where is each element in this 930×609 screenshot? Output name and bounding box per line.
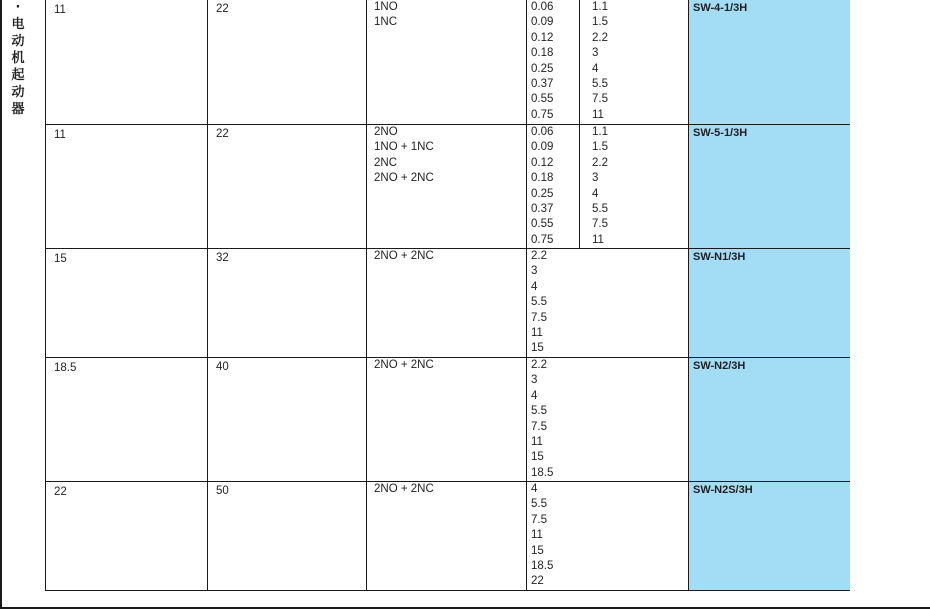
side-title-char: 器 [11, 102, 25, 117]
spec-table [45, 0, 850, 591]
range-value: 1.5 [592, 16, 608, 29]
contact-config: 1NO + 1NC [374, 141, 434, 154]
contact-config: 2NO + 2NC [374, 359, 434, 371]
model-cell: SW-N2S/3H [688, 482, 850, 590]
contact-config: 1NC [374, 16, 398, 29]
model-cell: SW-5-1/3H [688, 125, 850, 248]
range-value: 3 [531, 265, 538, 278]
range-value: 0.55 [531, 218, 554, 231]
contact-config: 2NC [374, 156, 398, 169]
range-value: 5.5 [531, 296, 547, 309]
contacts-cell [366, 482, 526, 590]
range-value: 2.2 [592, 31, 608, 44]
range-value: 0.12 [531, 31, 554, 44]
range-value: 0.09 [531, 141, 554, 154]
range-value: 11 [592, 233, 604, 246]
contact-config: 2NO + 2NC [374, 483, 434, 495]
range-value: 7.5 [531, 420, 547, 433]
range-value: 4 [531, 280, 538, 293]
range-value: 0.37 [531, 203, 554, 216]
table-row [45, 358, 850, 482]
range-value: 4 [592, 62, 599, 75]
setting-range-cell [526, 0, 688, 124]
range-value: 0.18 [531, 172, 554, 185]
side-title-char: 电 [11, 17, 25, 32]
contact-config: 2NO [374, 126, 398, 138]
range-value: 22 [531, 575, 544, 588]
range-value: 5.5 [592, 203, 608, 216]
section-side-title [8, 2, 28, 118]
range-value: 4 [531, 483, 538, 495]
range-value: 0.55 [531, 93, 554, 106]
side-title-char: 起 [11, 68, 25, 83]
table-row [45, 0, 850, 125]
range-value: 3 [531, 374, 538, 387]
side-title-char: 机 [11, 51, 25, 66]
contacts-cell [366, 249, 526, 357]
range-value: 11 [592, 108, 604, 121]
model-cell: SW-4-1/3H [688, 0, 850, 124]
range-value: 0.09 [531, 16, 554, 29]
rating-cell: 22 [207, 0, 366, 124]
range-value: 15 [531, 342, 544, 355]
side-title-char: 动 [11, 85, 25, 100]
model-cell: SW-N2/3H [688, 358, 850, 481]
setting-range-high [580, 0, 608, 124]
range-value: 7.5 [531, 513, 547, 526]
range-value: 2.2 [531, 250, 547, 262]
side-title-chars [8, 16, 28, 118]
range-value: 2.2 [592, 156, 608, 169]
range-value: 0.25 [531, 62, 554, 75]
range-value: 1.1 [592, 1, 608, 13]
range-value: 0.06 [531, 126, 554, 138]
range-value: 0.75 [531, 233, 554, 246]
table-row [45, 249, 850, 358]
side-title-char: 动 [11, 34, 25, 49]
setting-range-cell [526, 125, 688, 248]
range-value: 0.37 [531, 78, 554, 91]
range-value: 1.5 [592, 141, 608, 154]
range-value: 15 [531, 451, 544, 464]
range-value: 18.5 [531, 466, 554, 479]
range-value: 0.25 [531, 187, 554, 200]
rating-cell: 40 [207, 358, 366, 481]
side-title-bullet: · [15, 0, 21, 15]
setting-range-cell [526, 482, 688, 590]
current-cell: 15 [45, 249, 207, 357]
setting-range-cell [526, 358, 688, 481]
range-value: 7.5 [592, 218, 608, 231]
range-value: 1.1 [592, 126, 608, 138]
rating-cell: 50 [207, 482, 366, 590]
contacts-cell [366, 125, 526, 248]
range-value: 11 [531, 529, 543, 542]
setting-range-low [527, 125, 580, 248]
current-cell: 18.5 [45, 358, 207, 481]
range-value: 4 [592, 187, 599, 200]
range-value: 0.06 [531, 1, 554, 13]
range-value: 4 [531, 389, 538, 402]
range-value: 11 [531, 327, 543, 340]
rating-cell: 32 [207, 249, 366, 357]
range-value: 0.75 [531, 108, 554, 121]
rating-cell: 22 [207, 125, 366, 248]
range-value: 11 [531, 436, 543, 449]
range-value: 3 [592, 47, 599, 60]
range-value: 7.5 [531, 311, 547, 324]
contact-config: 2NO + 2NC [374, 250, 434, 262]
setting-range-low [527, 0, 580, 124]
contacts-cell [366, 358, 526, 481]
model-cell: SW-N1/3H [688, 249, 850, 357]
contact-config: 1NO [374, 1, 398, 13]
table-row [45, 482, 850, 591]
range-value: 15 [531, 544, 544, 557]
contacts-cell [366, 0, 526, 124]
current-cell: 11 [45, 0, 207, 124]
range-value: 18.5 [531, 560, 554, 573]
table-row [45, 125, 850, 249]
setting-range-cell [526, 249, 688, 357]
range-value: 0.12 [531, 156, 554, 169]
range-value: 5.5 [592, 78, 608, 91]
setting-range-high [580, 125, 608, 248]
range-value: 3 [592, 172, 599, 185]
range-value: 5.5 [531, 405, 547, 418]
contact-config: 2NO + 2NC [374, 172, 434, 185]
current-cell: 11 [45, 125, 207, 248]
range-value: 5.5 [531, 498, 547, 511]
range-value: 7.5 [592, 93, 608, 106]
range-value: 0.18 [531, 47, 554, 60]
range-value: 2.2 [531, 359, 547, 371]
current-cell: 22 [45, 482, 207, 590]
